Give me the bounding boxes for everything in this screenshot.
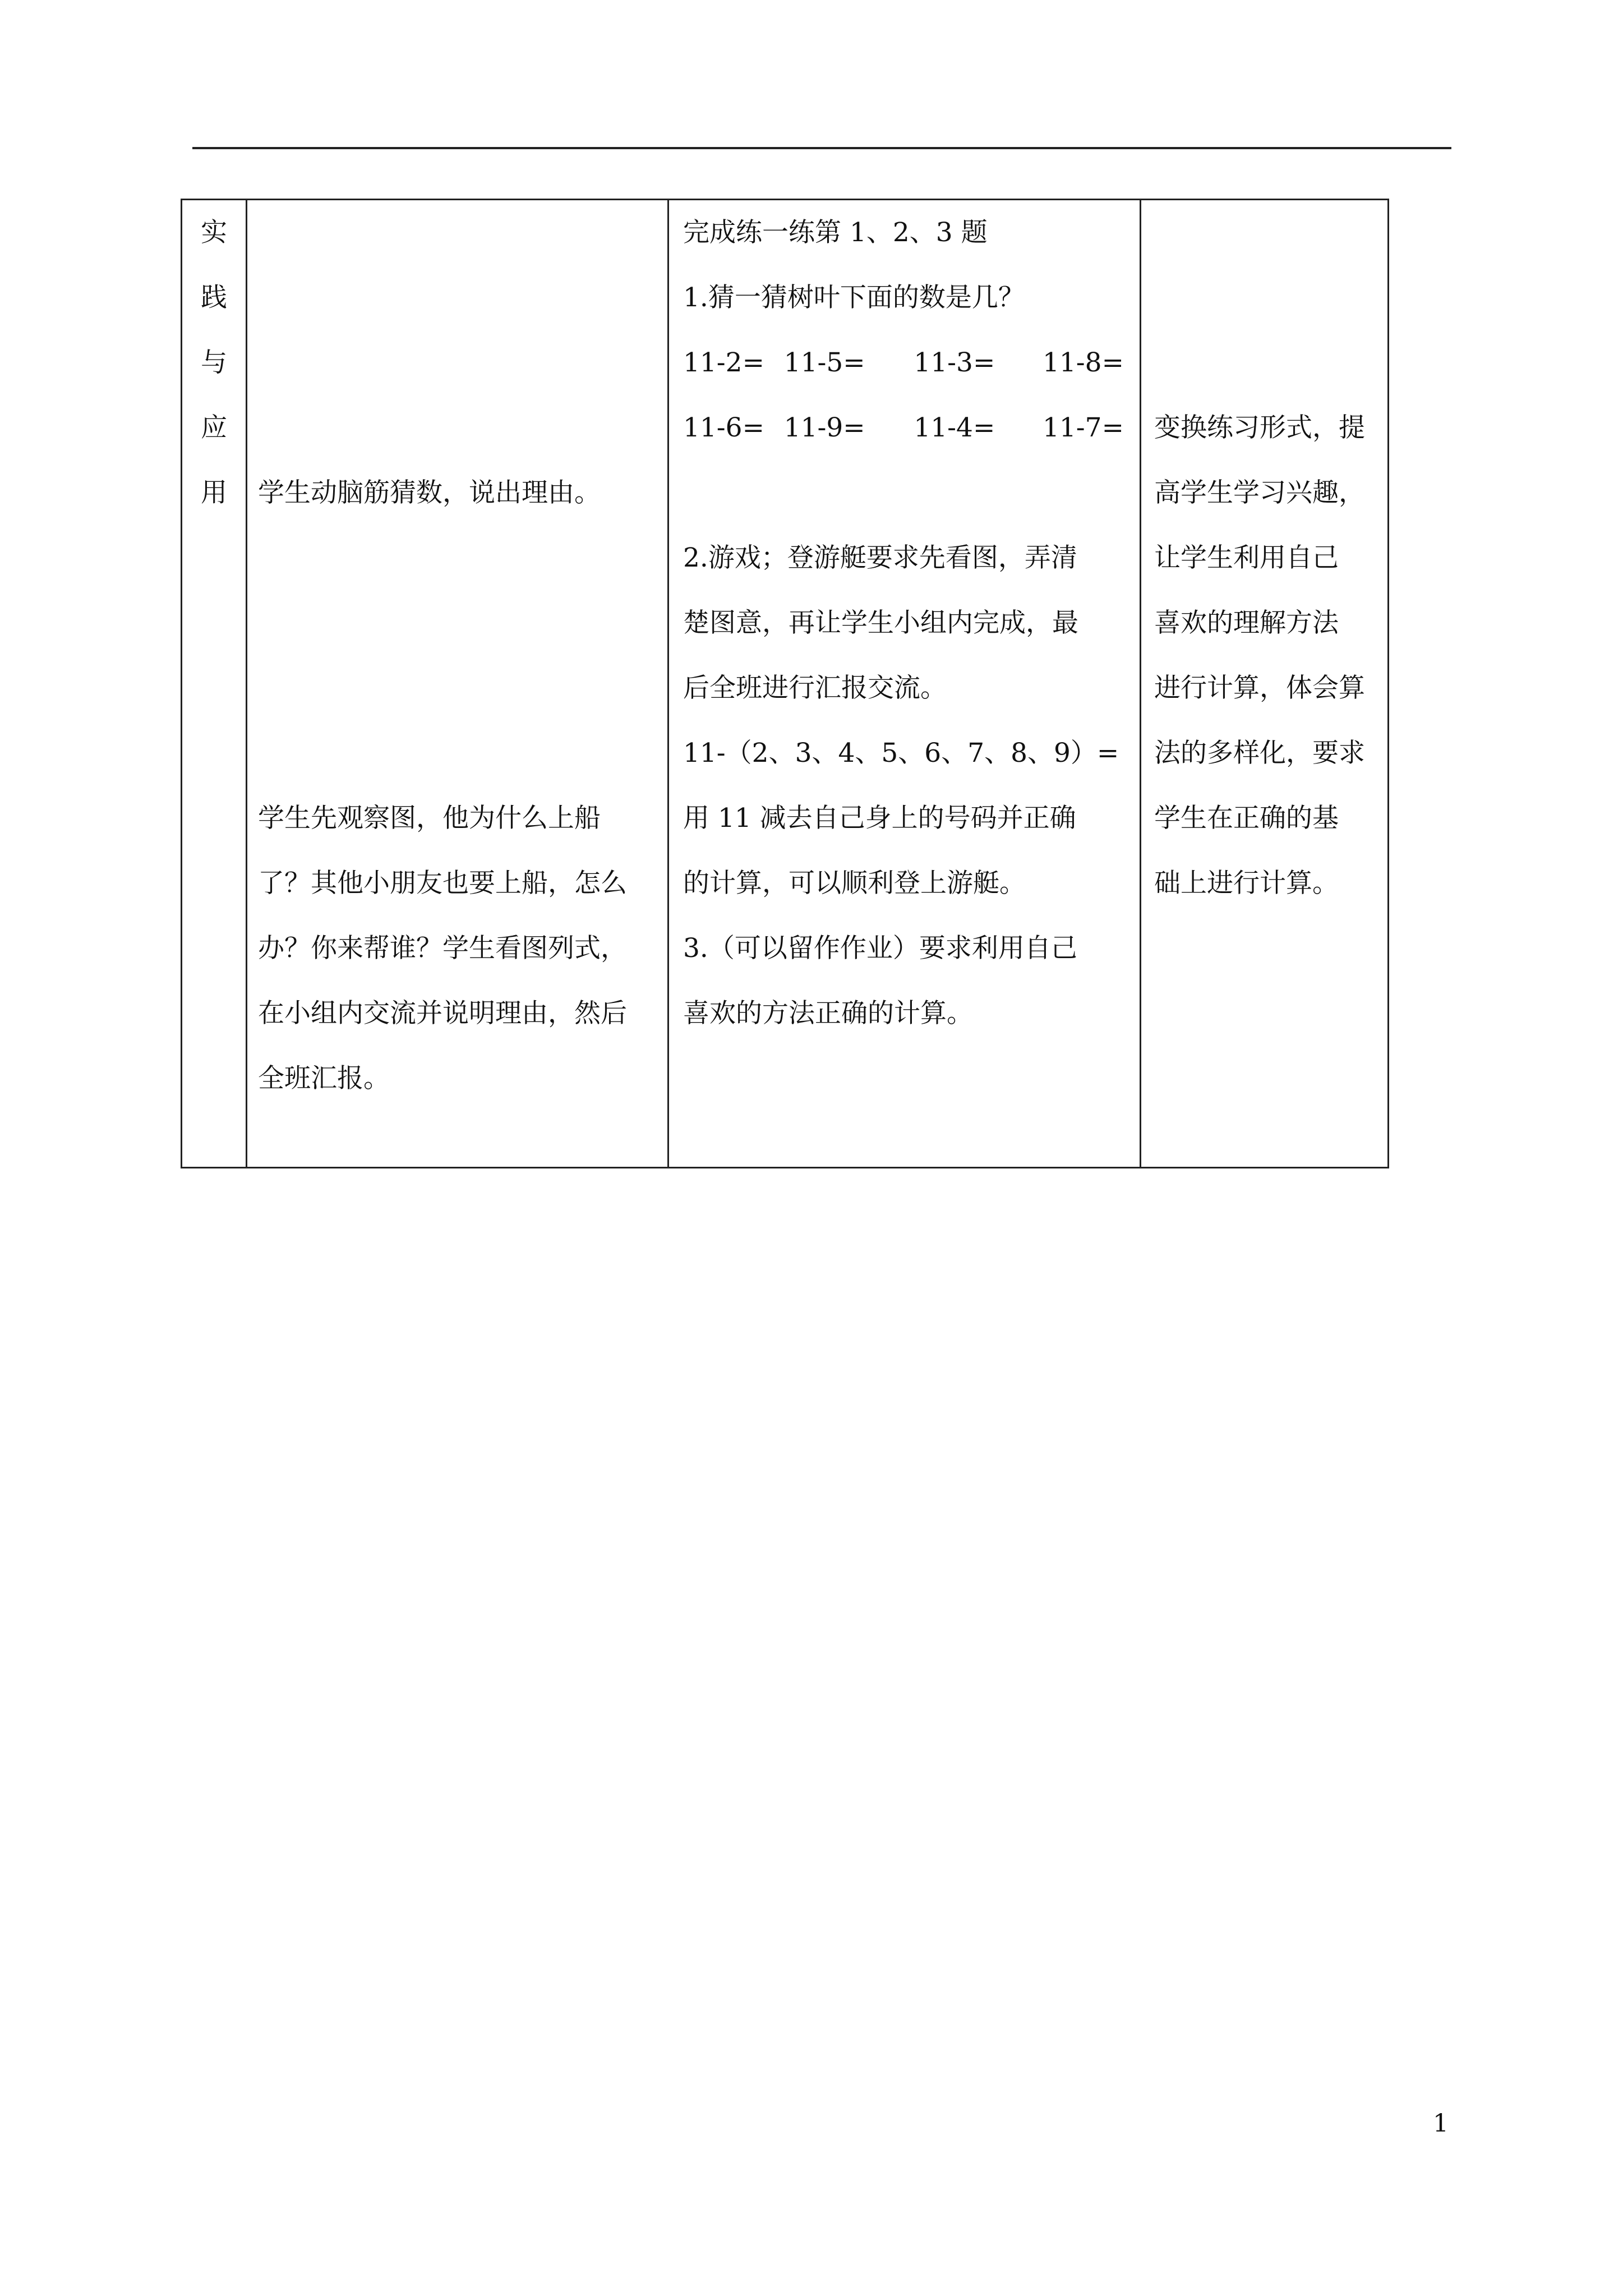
student-line: 办？你来帮谁？学生看图列式， bbox=[258, 933, 627, 964]
question-2-line: 2.游戏；登游艇要求先看图，弄清 bbox=[683, 542, 1077, 573]
intent-line: 学生在正确的基 bbox=[1154, 803, 1339, 834]
equation: 11-7= bbox=[1043, 412, 1124, 443]
question-3-line: 3.（可以留作作业）要求利用自己 bbox=[683, 933, 1077, 964]
equation: 11-5= bbox=[783, 347, 865, 378]
question-2-line: 用 11 减去自己身上的号码并正确 bbox=[683, 803, 1076, 834]
page-number: 1 bbox=[1433, 2109, 1449, 2138]
question-2-line: 的计算，可以顺利登上游艇。 bbox=[683, 868, 1026, 899]
intent-line: 高学生学习兴趣， bbox=[1154, 477, 1365, 508]
equation: 11-6= bbox=[683, 412, 764, 443]
stage-char: 践 bbox=[201, 282, 227, 313]
stage-char: 用 bbox=[201, 477, 227, 508]
header-rule bbox=[192, 147, 1451, 149]
intent-line: 喜欢的理解方法 bbox=[1154, 608, 1339, 638]
student-line: 了？其他小朋友也要上船，怎么 bbox=[258, 868, 627, 899]
intent-line: 法的多样化，要求 bbox=[1154, 738, 1365, 769]
design-intent-cell bbox=[1140, 200, 1391, 1167]
stage-char: 与 bbox=[201, 347, 227, 378]
exercise-intro: 完成练一练第 1、2、3 题 bbox=[683, 217, 988, 248]
question-2-line: 后全班进行汇报交流。 bbox=[683, 673, 947, 703]
equation: 11-9= bbox=[783, 412, 865, 443]
question-2-line: 楚图意，再让学生小组内完成，最 bbox=[683, 608, 1078, 638]
equation: 11-2= bbox=[683, 347, 764, 378]
intent-line: 进行计算，体会算 bbox=[1154, 673, 1365, 703]
teacher-activity-cell bbox=[667, 200, 1140, 1167]
design-intent-text bbox=[1154, 395, 1365, 916]
question-1: 1.猜一猜树叶下面的数是几？ bbox=[683, 282, 1025, 313]
equation: 11-3= bbox=[914, 347, 995, 378]
question-3-line: 喜欢的方法正确的计算。 bbox=[683, 998, 973, 1029]
intent-line: 让学生利用自己 bbox=[1154, 542, 1339, 573]
student-line: 全班汇报。 bbox=[258, 1063, 390, 1094]
student-line: 学生先观察图，他为什么上船 bbox=[258, 803, 601, 834]
student-line: 在小组内交流并说明理由，然后 bbox=[258, 998, 627, 1029]
blank-line bbox=[683, 461, 1124, 526]
equation-row bbox=[683, 330, 1124, 395]
intent-line: 础上进行计算。 bbox=[1154, 868, 1339, 899]
stage-char: 应 bbox=[201, 412, 227, 443]
stage-cell bbox=[182, 200, 246, 1167]
equation: 11-4= bbox=[914, 412, 995, 443]
student-line: 学生动脑筋猜数，说出理由。 bbox=[258, 477, 601, 508]
stage-char: 实 bbox=[201, 217, 227, 248]
lesson-table bbox=[181, 199, 1389, 1168]
equation: 11-8= bbox=[1043, 347, 1124, 378]
student-activity-cell bbox=[246, 200, 667, 1167]
question-2-formula: 11-（2、3、4、5、6、7、8、9）= bbox=[683, 738, 1119, 769]
equation-row bbox=[683, 395, 1124, 461]
intent-line: 变换练习形式，提 bbox=[1154, 412, 1365, 443]
